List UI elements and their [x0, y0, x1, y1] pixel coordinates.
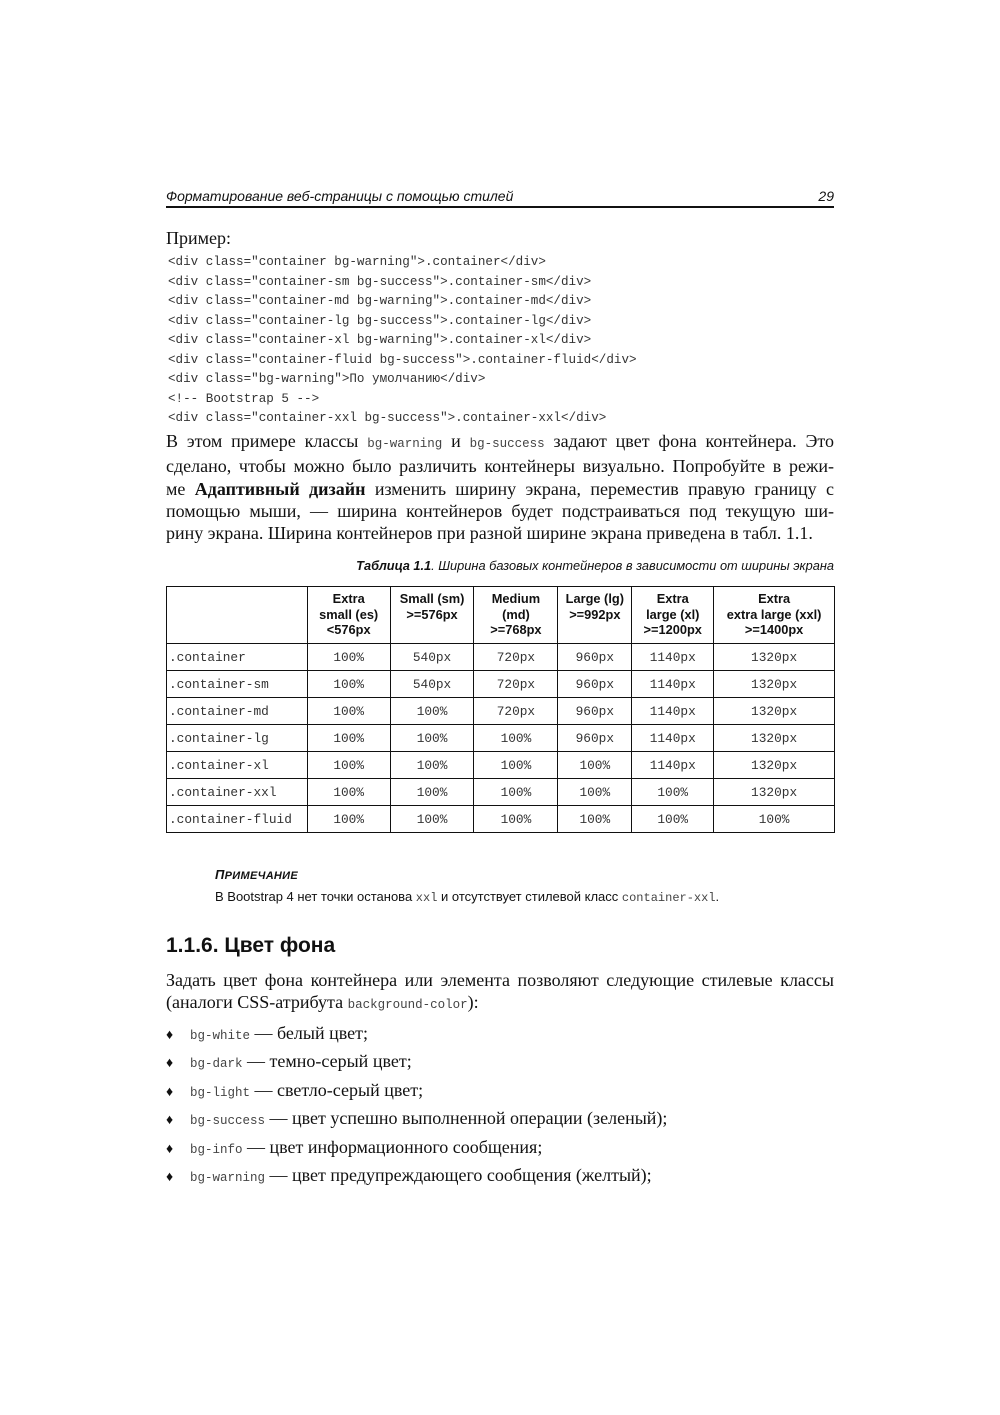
bg-class-list — [166, 1019, 667, 1189]
paragraph-line — [166, 478, 834, 500]
code-line: <div class="container-md bg-warning">.container-md</div> — [168, 294, 592, 308]
table-cell: 960px — [558, 725, 632, 752]
table-cell: 100% — [632, 806, 714, 833]
table-header-row — [167, 587, 835, 644]
table-cell: 960px — [558, 644, 632, 671]
text: (аналоги CSS-атрибута — [166, 992, 348, 1013]
table-header-xl — [632, 587, 714, 644]
text: задают цвет фона контейнера. Это — [544, 431, 834, 451]
note-title — [215, 867, 298, 882]
paragraph-line: сделано, чтобы можно было различить контейнеры визуально. Попробуйте в режи- — [166, 456, 834, 477]
list-item — [166, 1047, 667, 1075]
code-line: <div class="container-fluid bg-success">.container-fluid</div> — [168, 352, 637, 367]
table-cell: 720px — [474, 671, 558, 698]
table-cell: 100% — [307, 779, 390, 806]
explanation-paragraph — [166, 430, 834, 544]
table-cell: 1140px — [632, 671, 714, 698]
section-intro — [166, 969, 834, 1017]
table-row — [167, 806, 835, 833]
note-title-initial: П — [215, 867, 225, 882]
table-cell: 960px — [558, 698, 632, 725]
table-cell: 100% — [714, 806, 835, 833]
header-line: <576px — [326, 622, 371, 637]
table-header-xxl — [714, 587, 835, 644]
text: и отсутствует стилевой класс — [437, 889, 622, 904]
header-line: >=768px — [490, 622, 542, 637]
header-line: Extra — [758, 591, 791, 606]
table-cell: 100% — [307, 644, 390, 671]
table-cell: 1320px — [714, 698, 835, 725]
table-cell: 100% — [307, 752, 390, 779]
diamond-bullet-icon: ♦ — [166, 1084, 174, 1100]
code-line: <div class="container bg-warning">.container</div> — [168, 255, 546, 269]
code-line: <div class="container-xxl bg-success">.container-xxl</div> — [168, 411, 607, 425]
text: В этом примере классы — [166, 431, 368, 451]
table-cell: 100% — [474, 752, 558, 779]
header-line: small (es) — [319, 606, 379, 622]
table-cell: 100% — [558, 806, 632, 833]
table-cell: 1140px — [632, 752, 714, 779]
paragraph-line: рину экрана. Ширина контейнеров при разной ширине экрана приведена в табл. 1.1. — [166, 523, 813, 544]
header-line: Small (sm) — [399, 591, 465, 606]
text: ): — [467, 992, 479, 1013]
table-cell: 1320px — [714, 671, 835, 698]
inline-code: xxl — [415, 891, 438, 905]
inline-code: bg-success — [469, 437, 545, 451]
text: — цвет предупреждающего сообщения (желтый); — [265, 1164, 652, 1185]
diamond-bullet-icon: ♦ — [166, 1169, 174, 1185]
table-row — [167, 644, 835, 671]
table-cell: 1320px — [714, 779, 835, 806]
table-cell: 1140px — [632, 725, 714, 752]
code-listing — [168, 253, 637, 429]
header-line: extra large (xxl) — [726, 606, 822, 622]
example-label: Пример: — [166, 228, 232, 248]
row-class-name: .container-fluid — [167, 806, 308, 833]
diamond-bullet-icon: ♦ — [166, 1141, 174, 1157]
table-caption-label: Таблица 1.1 — [356, 558, 432, 573]
table-cell: 100% — [307, 671, 390, 698]
table-cell: 540px — [390, 671, 474, 698]
inline-code: bg-warning — [190, 1170, 266, 1185]
inline-code: bg-info — [190, 1142, 243, 1157]
table-cell: 100% — [390, 698, 474, 725]
table-cell: 1320px — [714, 644, 835, 671]
header-line: >=992px — [569, 606, 621, 622]
code-line: <!-- Bootstrap 5 --> — [168, 391, 320, 406]
diamond-bullet-icon: ♦ — [166, 1113, 174, 1129]
row-class-name: .container-lg — [167, 725, 308, 752]
table-cell: 100% — [474, 806, 558, 833]
header-line: Medium — [491, 591, 541, 606]
header-line: >=576px — [406, 606, 458, 622]
bold-term: Адаптивный дизайн — [194, 478, 366, 499]
inline-code: container-xxl — [621, 891, 716, 905]
table-cell: 100% — [474, 779, 558, 806]
table-cell: 1140px — [632, 644, 714, 671]
table-cell: 100% — [307, 806, 390, 833]
table-cell: 100% — [307, 698, 390, 725]
table-header-lg — [558, 587, 632, 644]
running-head — [166, 186, 834, 208]
list-item — [166, 1076, 667, 1104]
header-line: >=1400px — [744, 622, 804, 637]
table-cell: 100% — [632, 779, 714, 806]
table-cell: 1140px — [632, 698, 714, 725]
inline-code: bg-dark — [190, 1057, 243, 1072]
table-row — [167, 752, 835, 779]
code-line: <div class="container-xl bg-warning">.container-xl</div> — [168, 333, 592, 347]
table-row — [167, 671, 835, 698]
table-header-empty — [167, 587, 308, 644]
table-cell: 720px — [474, 644, 558, 671]
inline-code: background-color — [347, 998, 468, 1013]
table-row — [167, 698, 835, 725]
paragraph-line — [166, 430, 834, 455]
table-header-xs — [307, 587, 390, 644]
table-row — [167, 779, 835, 806]
code-line: <div class="container-sm bg-success">.container-sm</div> — [168, 274, 592, 289]
text: ме — [166, 478, 195, 499]
text: — темно-серый цвет; — [242, 1051, 412, 1072]
table-header-sm — [390, 587, 474, 644]
list-item — [166, 1104, 667, 1132]
paragraph-line: Задать цвет фона контейнера или элемента позволяют следующие стилевые классы — [166, 970, 834, 990]
running-head-title: Форматирование веб-страницы с помощью стилей — [166, 188, 514, 204]
text: — цвет информационного сообщения; — [242, 1136, 543, 1157]
table-cell: 100% — [390, 779, 474, 806]
header-line: >=1200px — [643, 622, 702, 637]
table-cell: 100% — [390, 725, 474, 752]
note-title-rest: РИМЕЧАНИЕ — [224, 870, 299, 882]
table-cell: 100% — [558, 779, 632, 806]
section-heading: 1.1.6. Цвет фона — [166, 934, 336, 957]
table-cell: 540px — [390, 644, 474, 671]
header-line: (md) — [502, 606, 530, 622]
table-row — [167, 725, 835, 752]
text: . — [715, 889, 720, 904]
code-line: <div class="container-lg bg-success">.container-lg</div> — [168, 313, 592, 328]
table-caption-text: . Ширина базовых контейнеров в зависимости от ширины экрана — [431, 558, 834, 573]
text: изменить ширину экрана, переместив правую границу с — [365, 478, 834, 499]
note-text — [215, 889, 719, 905]
paragraph-line — [166, 991, 834, 1016]
inline-code: bg-white — [190, 1029, 251, 1043]
inline-code: bg-success — [190, 1114, 266, 1129]
inline-code: bg-light — [190, 1085, 251, 1100]
table-cell: 1320px — [714, 725, 835, 752]
text: — белый цвет; — [250, 1023, 369, 1043]
text: и — [442, 431, 470, 451]
header-line: Extra — [656, 591, 689, 606]
row-class-name: .container-xl — [167, 752, 308, 779]
list-item — [166, 1133, 667, 1161]
table-cell: 100% — [307, 725, 390, 752]
table-cell: 720px — [474, 698, 558, 725]
table-header-md — [474, 587, 558, 644]
row-class-name: .container-md — [167, 698, 308, 725]
text: — светло-серый цвет; — [250, 1079, 424, 1100]
diamond-bullet-icon: ♦ — [166, 1056, 174, 1072]
inline-code: bg-warning — [367, 437, 443, 451]
row-class-name: .container-xxl — [167, 779, 308, 806]
text: — цвет успешно выполненной операции (зеленый); — [265, 1108, 668, 1129]
table-cell: 100% — [558, 752, 632, 779]
table-caption — [166, 558, 834, 573]
text: В Bootstrap 4 нет точки останова — [215, 889, 416, 904]
table-cell: 100% — [390, 752, 474, 779]
header-line: Extra — [332, 591, 365, 606]
page-number: 29 — [818, 188, 834, 204]
table-cell: 100% — [474, 725, 558, 752]
table-cell: 100% — [390, 806, 474, 833]
header-line: Large (lg) — [565, 591, 624, 606]
paragraph-line: помощью мыши, — ширина контейнеров будет подстраиваться под текущую ши- — [166, 500, 834, 521]
row-class-name: .container-sm — [167, 671, 308, 698]
container-width-table — [166, 586, 835, 833]
diamond-bullet-icon: ♦ — [166, 1028, 174, 1043]
table-cell: 1320px — [714, 752, 835, 779]
list-item — [166, 1019, 667, 1047]
header-line: large (xl) — [646, 606, 700, 622]
list-item — [166, 1161, 667, 1189]
row-class-name: .container — [167, 644, 308, 671]
code-line: <div class="bg-warning">По умолчанию</div> — [168, 372, 486, 386]
table-cell: 960px — [558, 671, 632, 698]
